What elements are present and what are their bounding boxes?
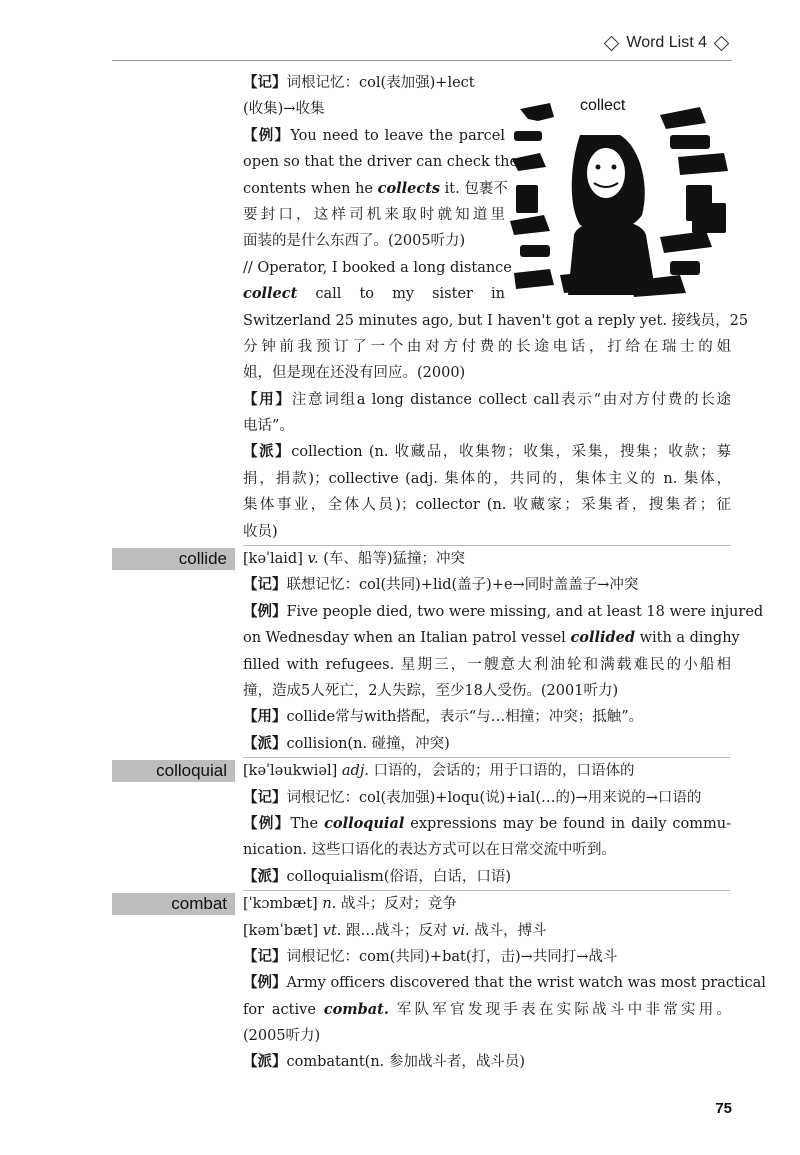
definition: 战斗；反对；竞争 xyxy=(340,896,457,913)
derivative-text: colloquialism(俗语，白话，口语) xyxy=(286,868,512,885)
example-text: 分钟前我预订了一个由对方付费的长途电话，打给在瑞士的姐 xyxy=(243,338,731,355)
example-text: call to my sister in xyxy=(297,286,505,303)
page-number: 75 xyxy=(715,1100,732,1117)
example-text: open so that the driver can check the xyxy=(243,154,519,171)
derivative-text: collection (n. 收藏品，收集物；收集，采集，搜集；收款；募 xyxy=(291,444,731,461)
part-of-speech: vt. xyxy=(322,922,342,939)
diamond-icon xyxy=(604,35,620,51)
example-text: filled with refugees. 星期三，一艘意大利油轮和满载难民的小船相 xyxy=(243,656,731,673)
derivative-text: collision(n. 碰撞，冲突) xyxy=(286,735,450,752)
usage-tag: 【用】 xyxy=(243,708,287,726)
example-line xyxy=(243,599,764,625)
diamond-icon xyxy=(714,35,730,51)
part-of-speech: n. xyxy=(322,896,337,913)
memory-text: 联想记忆：col(共同)+lid(盖子)+e→同时盖盖子→冲突 xyxy=(286,577,639,594)
entry-collide xyxy=(178,546,764,757)
example-tag: 【例】 xyxy=(243,814,291,832)
memory-tag: 【记】 xyxy=(243,74,287,91)
memory-text: (收集)→收集 xyxy=(243,101,325,118)
usage-line xyxy=(243,704,731,730)
example-line xyxy=(243,202,505,228)
example-text: 撞，造成5人死亡，2人失踪，至少18人受伤。(2001听力) xyxy=(243,682,619,699)
example-line xyxy=(243,281,505,307)
derivative-tag: 【派】 xyxy=(243,443,292,461)
derivative-line xyxy=(243,466,731,492)
example-text: You need to leave the parcel xyxy=(290,127,505,144)
keyword: combat. xyxy=(323,1000,389,1018)
derivative-text: 集体事业，全体人员)；collector (n. 收藏家；采集者，搜集者；征 xyxy=(243,497,731,514)
example-text: expressions may be found in daily commu- xyxy=(404,815,732,832)
header-title-text: Word List 4 xyxy=(626,34,707,51)
example-line xyxy=(243,811,731,837)
derivative-tag: 【派】 xyxy=(243,734,287,752)
example-tag: 【例】 xyxy=(243,602,287,620)
memory-text: 词根记忆：com(共同)+bat(打，击)→共同打→战斗 xyxy=(286,948,618,965)
example-text: Five people died, two were missing, and at least 18 were injured xyxy=(286,603,764,620)
example-text: The xyxy=(290,815,325,832)
phonetic: [kəˈləukwiəl] xyxy=(243,763,338,780)
example-text: Army officers discovered that the wrist watch was most practical xyxy=(286,975,766,992)
derivative-tag: 【派】 xyxy=(243,867,287,885)
derivative-text: 收员) xyxy=(243,523,278,540)
pronunciation-line xyxy=(243,918,731,944)
derivative-text: combatant(n. 参加战斗者，战斗员) xyxy=(286,1054,526,1071)
part-of-speech: adj. xyxy=(341,763,369,780)
example-line xyxy=(243,678,731,704)
example-text: 面装的是什么东西了。(2005听力) xyxy=(243,233,466,250)
example-line xyxy=(243,334,731,360)
example-line xyxy=(243,652,731,678)
memory-line xyxy=(243,785,731,811)
entry-collect-wide xyxy=(243,308,749,546)
memory-tag: 【记】 xyxy=(243,576,287,594)
example-line xyxy=(243,997,731,1023)
definition: 战斗，搏斗 xyxy=(474,922,547,939)
phonetic: [kəˈlaid] xyxy=(243,551,303,568)
example-text: // Operator, I booked a long distance xyxy=(243,259,512,276)
example-text: with a dinghy xyxy=(634,630,740,647)
example-line xyxy=(243,176,508,202)
headword-line xyxy=(178,546,731,572)
example-line xyxy=(243,123,505,149)
example-text: 姐，但是现在还没有回应。(2000) xyxy=(243,365,466,382)
example-line xyxy=(243,255,512,281)
usage-text: collide常与with搭配，表示“与…相撞；冲突；抵触”。 xyxy=(286,709,644,726)
example-line xyxy=(243,149,519,175)
headword-line xyxy=(156,758,731,784)
headword: colloquial xyxy=(112,760,235,782)
example-line xyxy=(243,970,766,996)
part-of-speech: vi. xyxy=(452,922,470,939)
derivative-line xyxy=(243,439,731,465)
running-header xyxy=(112,0,732,61)
example-text: it. 包裹不 xyxy=(440,180,508,197)
derivative-line xyxy=(243,519,731,545)
example-line xyxy=(243,837,731,863)
derivative-line xyxy=(243,864,731,890)
memory-text: 词根记忆：col(表加强)+lect xyxy=(286,75,475,91)
example-text: on Wednesday when an Italian patrol vessel xyxy=(243,630,571,647)
header-title xyxy=(603,34,730,52)
part-of-speech: v. xyxy=(307,551,319,568)
entry-colloquial xyxy=(156,758,732,890)
memory-line xyxy=(243,96,505,122)
usage-line xyxy=(243,413,731,439)
keyword: collects xyxy=(377,179,441,197)
derivative-line xyxy=(243,731,731,757)
usage-text: 电话”。 xyxy=(243,418,294,435)
memory-line xyxy=(243,572,731,598)
example-line xyxy=(243,308,749,334)
keyword: colloquial xyxy=(324,814,405,832)
example-text: nication. 这些口语化的表达方式可以在日常交流中听到。 xyxy=(243,842,616,859)
example-line xyxy=(243,360,731,386)
example-text: contents when he xyxy=(243,180,378,197)
usage-text: 注意词组a long distance collect call表示“由对方付费的长途 xyxy=(291,391,731,408)
memory-line xyxy=(243,70,505,96)
definition: 口语的，会话的；用于口语的，口语体的 xyxy=(373,763,635,780)
usage-line xyxy=(243,387,731,413)
usage-tag: 【用】 xyxy=(243,390,292,408)
derivative-line xyxy=(243,1049,731,1075)
headword: collide xyxy=(112,548,235,570)
derivative-line xyxy=(243,492,731,518)
memory-line xyxy=(243,944,731,970)
example-line xyxy=(243,228,505,254)
example-line xyxy=(243,1023,731,1049)
memory-text: 词根记忆：col(表加强)+loqu(说)+ial(…的)→用来说的→口语的 xyxy=(286,789,702,806)
example-tag: 【例】 xyxy=(243,126,291,144)
dictionary-page xyxy=(156,70,766,1076)
example-line xyxy=(243,625,740,651)
definition: (车、船等)猛撞；冲突 xyxy=(323,551,466,568)
entry-combat xyxy=(171,891,766,1076)
keyword: collided xyxy=(570,629,635,647)
headword: combat xyxy=(112,893,235,915)
keyword: collect xyxy=(243,285,298,303)
phonetic: [ˈkɔmbæt] xyxy=(243,896,318,913)
memory-tag: 【记】 xyxy=(243,788,287,806)
illustration-caption: collect xyxy=(580,97,626,114)
phonetic: [kəmˈbæt] xyxy=(243,922,319,939)
derivative-text: 捐，捐款)；collective (adj. 集体的，共同的，集体主义的 n. 集体， xyxy=(243,470,731,487)
example-tag: 【例】 xyxy=(243,974,287,992)
headword-line xyxy=(171,891,731,917)
example-text: Switzerland 25 minutes ago, but I haven't got a reply yet. 接线员，25 xyxy=(243,312,749,329)
example-text: (2005听力) xyxy=(243,1028,321,1045)
example-text: for active xyxy=(243,1001,324,1018)
entry-collect xyxy=(243,70,731,308)
derivative-tag: 【派】 xyxy=(243,1053,287,1071)
definition: 跟…战斗；反对 xyxy=(346,922,448,939)
example-text: 军队军官发现手表在实际战斗中非常实用。 xyxy=(388,1001,732,1018)
memory-tag: 【记】 xyxy=(243,947,287,965)
example-text: 要封口，这样司机来取时就知道里 xyxy=(243,206,505,223)
